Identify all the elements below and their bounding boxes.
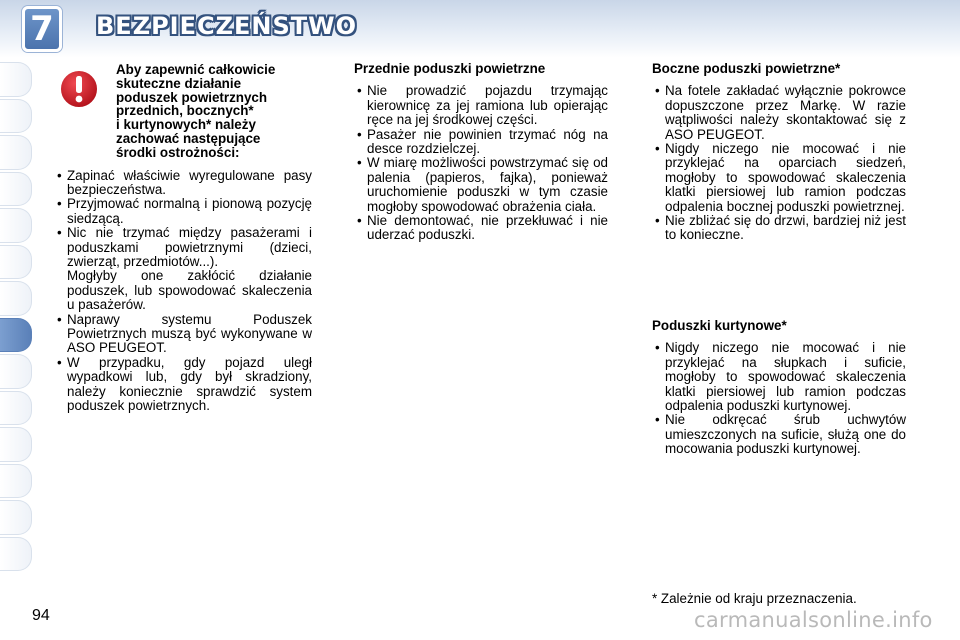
side-tab-active [0, 318, 32, 353]
side-airbags-list [652, 84, 906, 242]
list-item [54, 356, 312, 414]
list-item: • Nie odkręcać śrub uchwytów umieszczonych na suficie, służą one do mocowania poduszki kurtynowej. [652, 413, 906, 456]
section-title: Przednie poduszki powietrzne [354, 61, 546, 76]
warning-heading-line: zachować następujące [116, 130, 261, 146]
warning-heading-line: skuteczne działanie [116, 75, 242, 91]
curtain-airbags-section [652, 319, 906, 457]
header-band [0, 0, 960, 58]
side-tab [0, 354, 32, 389]
list-item: • Nigdy niczego nie mocować i nie przyklejać na słupkach i suficie, mogłoby to spowodować skaleczenia klatki piersiowej lub ramion podczas odpalenia poduszki kurtynowej. [652, 341, 906, 413]
section-title: Poduszki kurtynowe* [652, 318, 787, 333]
front-airbags-list [354, 84, 608, 242]
warning-heading-line: przednich, bocznych* [116, 103, 254, 119]
list-item [54, 226, 312, 312]
chapter-title: BEZPIECZEŃSTWO [96, 12, 358, 40]
warning-heading-line: Aby zapewnić całkowicie [116, 62, 276, 77]
side-tab [0, 245, 32, 280]
side-tab [0, 62, 32, 97]
side-tab [0, 172, 32, 207]
warning-heading-line: poduszek powietrznych [116, 89, 268, 105]
list-item-note: Mogłyby one zakłócić działanie poduszek, lub spowodować skaleczenia u pasażerów. [67, 268, 312, 313]
side-tab [0, 208, 32, 243]
side-tab [0, 99, 32, 134]
list-item: • Nigdy niczego nie mocować i nie przyklejać na oparciach siedzeń, mogłoby to spowodować skaleczenia klatki piersiowej lub ramion podczas odpalenia bocznej poduszki powietrznej. [652, 142, 906, 214]
warning-header [54, 62, 312, 160]
list-item [54, 197, 312, 226]
list-item: • Na fotele zakładać wyłącznie pokrowce dopuszczone przez Markę. W razie wątpliwości należy skontaktować się z ASO PEUGEOT. [652, 84, 906, 142]
side-tab [0, 537, 32, 572]
warning-heading-line: i kurtynowych* należy [116, 117, 256, 133]
chapter-number-tab [22, 6, 62, 52]
exclamation-icon [58, 68, 100, 110]
page-number: 94 [32, 607, 50, 624]
list-item [54, 169, 312, 198]
side-tab [0, 500, 32, 535]
warning-list [54, 169, 312, 414]
warning-heading [116, 62, 275, 160]
chapter-number: 7 [30, 9, 54, 49]
front-airbags-section [354, 62, 608, 243]
side-tab [0, 281, 32, 316]
list-item: • W miarę możliwości powstrzymać się od palenia (papieros, fajka), ponieważ uruchomienie poduszki w tym czasie mogłoby spowodować obrażenia ciała. [354, 156, 608, 214]
list-item: • Nie prowadzić pojazdu trzymając kierownicę za jej ramiona lub opierając ręce na jej środkowej części. [354, 84, 608, 127]
list-item-text: Naprawy systemu Poduszek Powietrznych muszą być wykonywane w ASO PEUGEOT. [67, 311, 312, 356]
list-item: • Pasażer nie powinien trzymać nóg na desce rozdzielczej. [354, 128, 608, 157]
side-tab-strip [0, 62, 36, 573]
side-tab [0, 427, 32, 462]
side-tab [0, 464, 32, 499]
watermark: carmanualsonline.info [694, 608, 933, 632]
warning-heading-line: środki ostrożności: [116, 144, 240, 160]
side-airbags-section [652, 62, 906, 243]
list-item: • Nie demontować, nie przekłuwać i nie uderzać poduszki. [354, 214, 608, 243]
warning-column [54, 62, 312, 413]
curtain-airbags-list [652, 341, 906, 456]
list-item: • Nie zbliżać się do drzwi, bardziej niż jest to konieczne. [652, 214, 906, 243]
list-item-text: Nic nie trzymać między pasażerami i poduszkami powietrznymi (dzieci, zwierząt, przedmiotów...). [67, 225, 312, 270]
section-title: Boczne poduszki powietrzne* [652, 61, 841, 76]
list-item-text: Zapinać właściwie wyregulowane pasy bezpieczeństwa. [67, 167, 312, 197]
list-item [54, 313, 312, 356]
side-tab [0, 135, 32, 170]
list-item-text: Przyjmować normalną i pionową pozycję siedzącą. [67, 196, 312, 226]
side-tab [0, 391, 32, 426]
list-item-text: W przypadku, gdy pojazd uległ wypadkowi lub, gdy był skradziony, należy koniecznie sprawdzić system poduszek powietrznych. [67, 354, 312, 414]
footnote: * Zależnie od kraju przeznaczenia. [652, 591, 857, 606]
